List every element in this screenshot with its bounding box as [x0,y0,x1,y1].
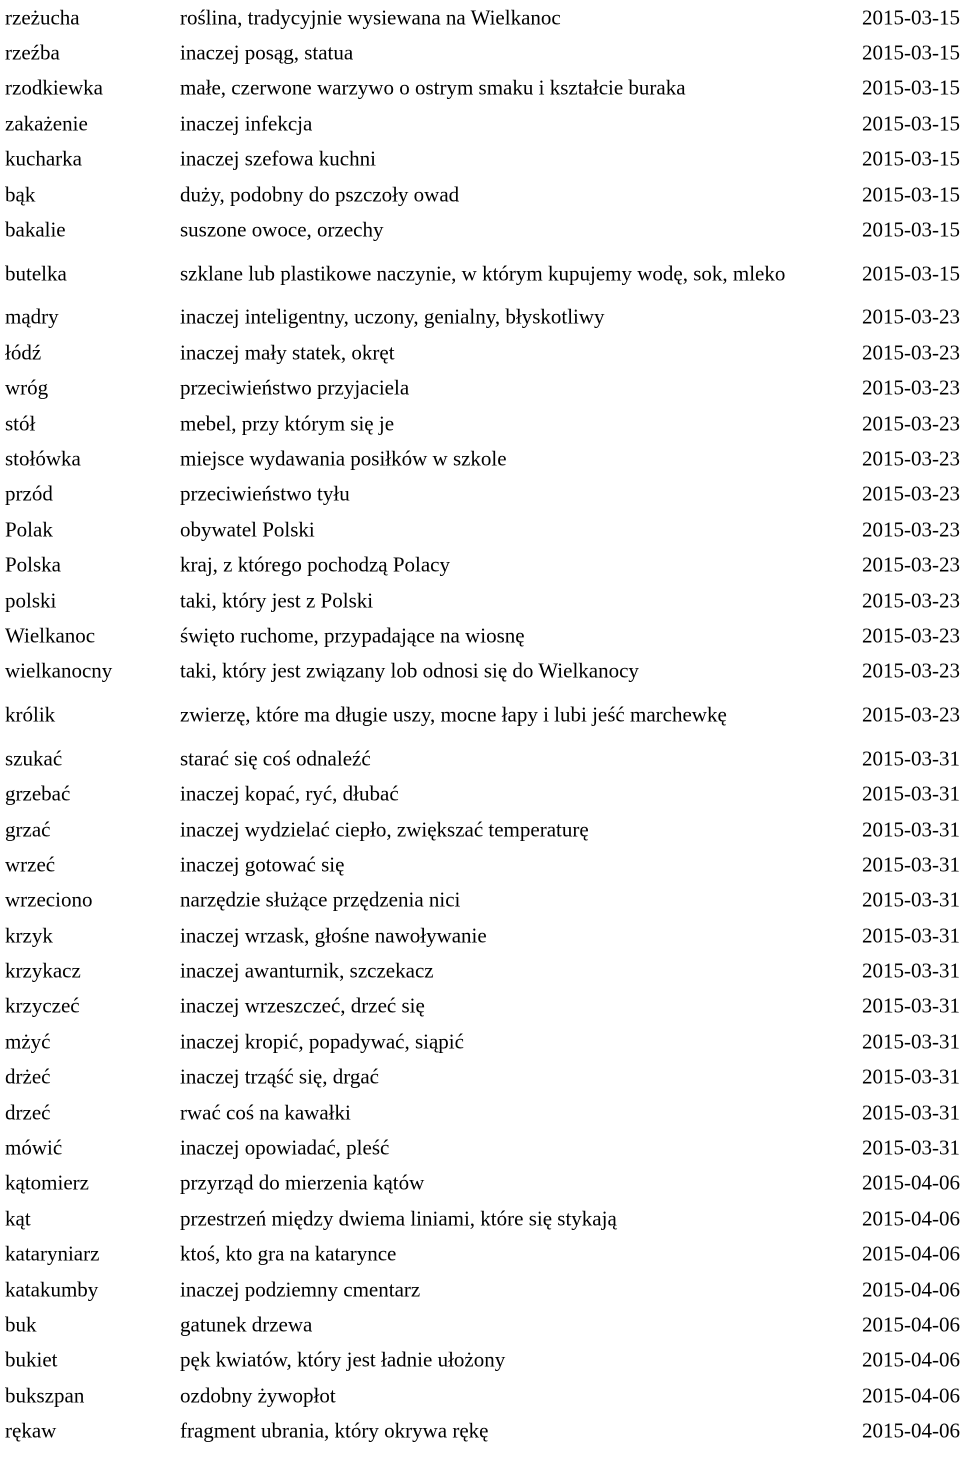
entry-definition: inaczej opowiadać, pleść [180,1135,390,1160]
entry-definition: obywatel Polski [180,517,315,542]
entry-date: 2015-03-15 [862,217,960,242]
glossary-row [0,583,960,618]
entry-date: 2015-03-15 [862,111,960,136]
entry-definition: inaczej posąg, statua [180,40,354,65]
glossary-row [0,0,960,35]
glossary-row [0,300,960,335]
entry-date: 2015-03-31 [862,816,960,841]
entry-term: przód [5,481,53,506]
glossary-row [0,335,960,370]
entry-term: katakumby [5,1276,99,1301]
glossary-row [0,1060,960,1095]
glossary-row [0,547,960,582]
glossary-row [0,812,960,847]
glossary-row [0,1343,960,1378]
entry-term: zakażenie [5,111,88,136]
entry-definition: narzędzie służące przędzenia nici [180,887,461,912]
entry-definition: przestrzeń między dwiema liniami, które się stykają [180,1206,617,1231]
glossary-row [0,71,960,106]
entry-term: mżyć [5,1029,51,1054]
entry-date: 2015-04-06 [862,1170,960,1195]
glossary-row [0,618,960,653]
entry-term: Polak [5,517,53,542]
entry-date: 2015-03-31 [862,993,960,1018]
entry-date: 2015-03-23 [862,702,960,727]
entry-definition: kraj, z którego pochodzą Polacy [180,552,450,577]
entry-definition: inaczej inteligentny, uczony, genialny, błyskotliwy [180,304,605,329]
entry-date: 2015-03-23 [862,410,960,435]
entry-term: mądry [5,304,59,329]
entry-date: 2015-04-06 [862,1418,960,1443]
glossary-row [0,1130,960,1165]
glossary-row [0,512,960,547]
glossary-row [0,406,960,441]
entry-definition: pęk kwiatów, który jest ładnie ułożony [180,1347,506,1372]
entry-date: 2015-03-31 [862,852,960,877]
entry-date: 2015-03-31 [862,1029,960,1054]
entry-term: łódź [5,340,42,365]
entry-term: rzeźba [5,40,60,65]
entry-date: 2015-03-23 [862,517,960,542]
entry-date: 2015-03-31 [862,958,960,983]
glossary-row [0,776,960,811]
glossary-row [0,477,960,512]
entry-term: wróg [5,375,49,400]
glossary-row [0,212,960,247]
glossary-row [0,1201,960,1236]
glossary-row [0,248,960,300]
entry-term: rzeżucha [5,5,80,30]
glossary-row [0,953,960,988]
entry-term: kąt [5,1206,31,1231]
entry-date: 2015-03-15 [862,40,960,65]
entry-date: 2015-03-23 [862,304,960,329]
entry-date: 2015-03-23 [862,658,960,683]
entry-definition: taki, który jest związany lob odnosi się do Wielkanocy [180,658,639,683]
entry-term: kucharka [5,146,82,171]
entry-date: 2015-03-23 [862,375,960,400]
entry-date: 2015-04-06 [862,1312,960,1337]
entry-term: drżeć [5,1064,51,1089]
entry-definition: inaczej wydzielać ciepło, zwiększać temperaturę [180,816,589,841]
entry-definition: inaczej wrzask, głośne nawoływanie [180,923,487,948]
entry-definition: przyrząd do mierzenia kątów [180,1170,425,1195]
entry-date: 2015-03-23 [862,340,960,365]
glossary-row [0,1272,960,1307]
entry-definition: inaczej infekcja [180,111,313,136]
entry-definition: roślina, tradycyjnie wysiewana na Wielkanoc [180,5,561,30]
entry-term: kątomierz [5,1170,89,1195]
entry-term: stół [5,410,36,435]
entry-term: bukiet [5,1347,58,1372]
entry-definition: inaczej trząść się, drgać [180,1064,379,1089]
entry-date: 2015-03-23 [862,552,960,577]
entry-term: krzykacz [5,958,81,983]
entry-term: rękaw [5,1418,57,1443]
glossary-row [0,1237,960,1272]
entry-definition: inaczej kropić, popadywać, siąpić [180,1029,464,1054]
entry-term: krzyczeć [5,993,80,1018]
entry-date: 2015-04-06 [862,1241,960,1266]
entry-date: 2015-03-23 [862,587,960,612]
entry-date: 2015-04-06 [862,1383,960,1408]
entry-definition: przeciwieństwo tyłu [180,481,350,506]
entry-definition: suszone owoce, orzechy [180,217,384,242]
glossary-row [0,918,960,953]
entry-definition: miejsce wydawania posiłków w szkole [180,446,507,471]
entry-term: królik [5,702,56,727]
entry-date: 2015-04-06 [862,1276,960,1301]
entry-date: 2015-03-31 [862,923,960,948]
entry-term: kataryniarz [5,1241,100,1266]
entry-definition: przeciwieństwo przyjaciela [180,375,410,400]
glossary-row [0,883,960,918]
entry-date: 2015-03-31 [862,746,960,771]
entry-term: wielkanocny [5,658,113,683]
entry-date: 2015-03-23 [862,481,960,506]
entry-term: Wielkanoc [5,623,96,648]
entry-date: 2015-03-23 [862,623,960,648]
glossary-row [0,142,960,177]
entry-date: 2015-03-23 [862,446,960,471]
entry-definition: mebel, przy którym się je [180,410,395,435]
entry-definition: inaczej awanturnik, szczekacz [180,958,434,983]
entry-term: bakalie [5,217,66,242]
glossary-row [0,989,960,1024]
entry-term: drzeć [5,1099,51,1124]
entry-definition: inaczej kopać, ryć, dłubać [180,781,399,806]
glossary-row [0,1024,960,1059]
glossary-row [0,1095,960,1130]
entry-term: butelka [5,261,67,286]
entry-definition: taki, który jest z Polski [180,587,374,612]
glossary-row [0,106,960,141]
entry-definition: starać się coś odnaleźć [180,746,371,771]
entry-date: 2015-03-15 [862,181,960,206]
glossary-row [0,741,960,776]
entry-definition: inaczej szefowa kuchni [180,146,376,171]
entry-date: 2015-03-31 [862,1099,960,1124]
glossary-row [0,1413,960,1448]
entry-date: 2015-03-31 [862,1135,960,1160]
glossary-row [0,1307,960,1342]
glossary-row [0,1378,960,1413]
glossary-row [0,371,960,406]
entry-definition: ktoś, kto gra na katarynce [180,1241,397,1266]
entry-date: 2015-04-06 [862,1347,960,1372]
entry-term: Polska [5,552,62,577]
entry-definition: rwać coś na kawałki [180,1099,351,1124]
entry-date: 2015-03-15 [862,5,960,30]
entry-definition: inaczej podziemny cmentarz [180,1276,421,1301]
entry-definition: zwierzę, które ma długie uszy, mocne łapy i lubi jeść marchewkę [180,702,727,727]
entry-term: krzyk [5,923,53,948]
entry-term: szukać [5,746,63,771]
entry-term: polski [5,587,57,612]
entry-date: 2015-03-31 [862,781,960,806]
glossary-row [0,441,960,476]
glossary-row [0,689,960,741]
entry-date: 2015-03-15 [862,146,960,171]
entry-date: 2015-04-06 [862,1206,960,1231]
entry-term: mówić [5,1135,63,1160]
entry-definition: inaczej mały statek, okręt [180,340,395,365]
entry-definition: inaczej wrzeszczeć, drzeć się [180,993,425,1018]
entry-definition: duży, podobny do pszczoły owad [180,181,460,206]
glossary-row [0,35,960,70]
entry-definition: ozdobny żywopłot [180,1383,336,1408]
entry-term: stołówka [5,446,81,471]
glossary-row [0,847,960,882]
entry-term: grzebać [5,781,71,806]
entry-date: 2015-03-15 [862,261,960,286]
entry-date: 2015-03-31 [862,887,960,912]
entry-date: 2015-03-31 [862,1064,960,1089]
glossary-row [0,654,960,689]
entry-definition: małe, czerwone warzywo o ostrym smaku i kształcie buraka [180,75,686,100]
entry-term: buk [5,1312,37,1337]
glossary-row [0,177,960,212]
entry-term: bukszpan [5,1383,85,1408]
entry-term: wrzeciono [5,887,93,912]
entry-term: wrzeć [5,852,56,877]
glossary-row [0,1166,960,1201]
entry-date: 2015-03-15 [862,75,960,100]
entry-definition: gatunek drzewa [180,1312,313,1337]
entry-definition: fragment ubrania, który okrywa rękę [180,1418,489,1443]
entry-term: grzać [5,816,51,841]
entry-definition: inaczej gotować się [180,852,345,877]
entry-term: bąk [5,181,36,206]
entry-definition: szklane lub plastikowe naczynie, w którym kupujemy wodę, sok, mleko [180,261,786,286]
entry-term: rzodkiewka [5,75,103,100]
entry-definition: święto ruchome, przypadające na wiosnę [180,623,525,648]
